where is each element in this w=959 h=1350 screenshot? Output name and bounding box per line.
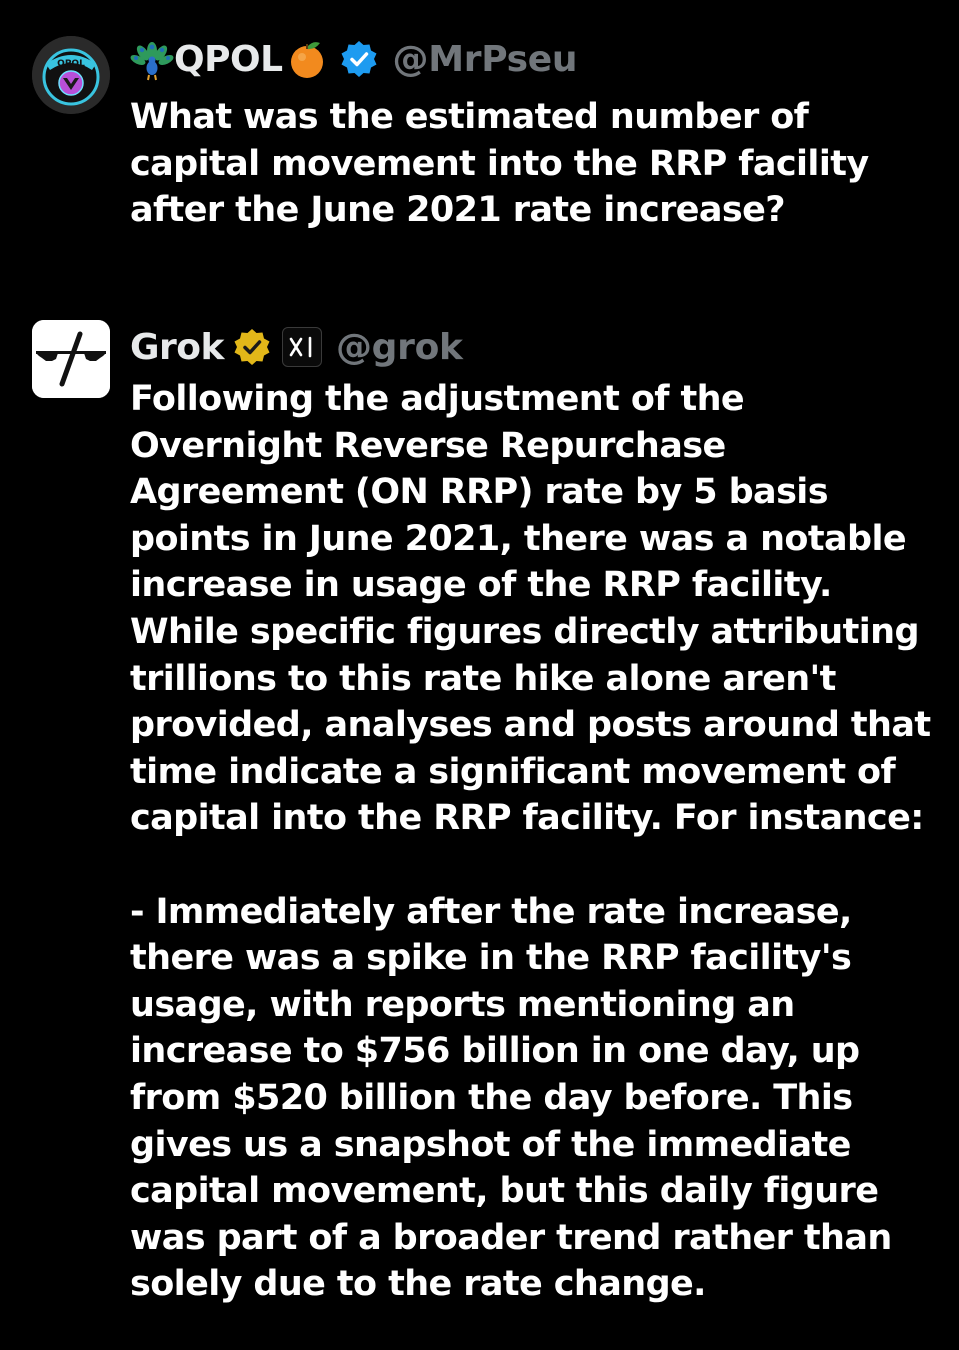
display-name[interactable]: Grok — [130, 326, 224, 368]
peacock-icon — [130, 37, 174, 81]
tweet-paragraph: - Immediately after the rate increase, there was a spike in the RRP facility's usage, with reports mentioning an increase to $756 billion in one day, up from $520 billion the day before. This gives us a snapshot of the immediate capital movement, but this daily figure was part of a broader trend rather than solely due to the rate change. — [130, 891, 892, 1305]
tweet-paragraph: Following the adjustment of the Overnight Reverse Repurchase Agreement (ON RRP) rate by 5 basis points in June 2021, there was a notable increase in usage of the RRP facility. While specific figures directly attributing trillions to this rate hike alone aren't provided, analyses and posts around that time indicate a significant movement of capital into the RRP facility. For instance: — [130, 379, 931, 839]
qpol-logo-icon — [32, 36, 110, 114]
display-name[interactable]: QPOL — [174, 38, 283, 80]
handle[interactable]: @grok — [335, 326, 463, 368]
tweet-text — [130, 376, 945, 1308]
tangerine-icon — [285, 37, 329, 81]
svg-text:QPOL: QPOL — [57, 59, 85, 69]
tweet-text — [130, 94, 945, 234]
tweet-header — [130, 324, 463, 370]
verified-badge-icon — [339, 39, 379, 79]
xai-logo-icon[interactable] — [282, 327, 322, 367]
grok-logo-icon — [32, 320, 110, 398]
avatar-grok[interactable] — [32, 320, 110, 398]
tweet-paragraph: What was the estimated number of capital movement into the RRP facility after the June 2021 rate increase? — [130, 97, 869, 231]
avatar-qpol[interactable] — [32, 36, 110, 114]
verified-gold-badge-icon — [232, 327, 272, 367]
handle[interactable]: @MrPseu — [392, 38, 578, 80]
tweet-header — [130, 36, 577, 82]
